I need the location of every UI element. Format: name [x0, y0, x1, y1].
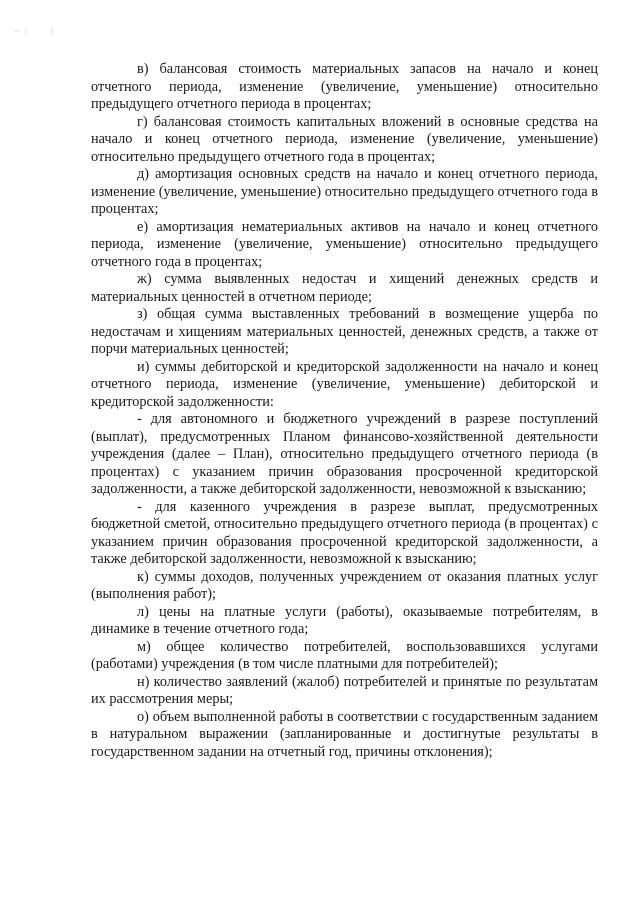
paragraph-i-state-owned: - для казенного учреждения в разрезе выплат, предусмотренных бюджетной сметой, относительно предыдущего отчетного периода (в процентах) с указанием причин образования просроченной кредиторской задолженности, а также дебиторской задолженности, невозможной к взысканию; — [91, 498, 598, 567]
paragraph-d: д) амортизация основных средств на начало и конец отчетного периода, изменение (увеличение, уменьшение) относительно предыдущего отчетного года в процентах; — [91, 166, 598, 217]
scan-margin-mark — [12, 24, 62, 38]
paragraph-o: о) объем выполненной работы в соответствии с государственным заданием в натуральном выражении (запланированные и достигнутые результаты в государственном задании на отчетный год, причины отклонения); — [91, 708, 598, 760]
paragraph-i: и) суммы дебиторской и кредиторской задолженности на начало и конец отчетного периода, изменение (увеличение, уменьшение) дебиторской и кредиторской задолженности: — [91, 358, 598, 410]
paragraph-v: в) балансовая стоимость материальных запасов на начало и конец отчетного периода, изменение (увеличение, уменьшение) относительно предыдущего отчетного периода в процентах; — [91, 61, 598, 112]
paragraph-e: е) амортизация нематериальных активов на начало и конец отчетного периода, изменение (увеличение, уменьшение) относительно предыдущего отчетного года в процентах; — [91, 218, 598, 270]
paragraph-n: н) количество заявлений (жалоб) потребителей и принятые по результатам их рассмотрения меры; — [91, 673, 598, 707]
paragraph-l: л) цены на платные услуги (работы), оказываемые потребителям, в динамике в течение отчетного года; — [91, 603, 598, 637]
paragraph-k: к) суммы доходов, полученных учреждением от оказания платных услуг (выполнения работ); — [91, 568, 598, 602]
paragraph-zh: ж) сумма выявленных недостач и хищений денежных средств и материальных ценностей в отчетном периоде; — [91, 271, 598, 305]
paragraph-m: м) общее количество потребителей, воспользовавшихся услугами (работами) учреждения (в том числе платными для потребителей); — [91, 638, 598, 672]
paragraph-g: г) балансовая стоимость капитальных вложений в основные средства на начало и конец отчетного периода, изменение (увеличение, уменьшение) относительно предыдущего отчетного года в процентах; — [91, 113, 598, 165]
paragraph-i-autonomous: - для автономного и бюджетного учреждений в разрезе поступлений (выплат), предусмотренных Планом финансово-хозяйственной деятельности учреждения (далее – План), относительно предыдущего отчетного периода (в процентах) с указанием причин образования просроченной кредиторской задолженности, а также дебиторской задолженности, невозможной к взысканию; — [91, 411, 598, 497]
paragraph-z: з) общая сумма выставленных требований в возмещение ущерба по недостачам и хищениям материальных ценностей, денежных средств, а также от порчи материальных ценностей; — [91, 306, 598, 357]
document-body — [91, 61, 598, 761]
